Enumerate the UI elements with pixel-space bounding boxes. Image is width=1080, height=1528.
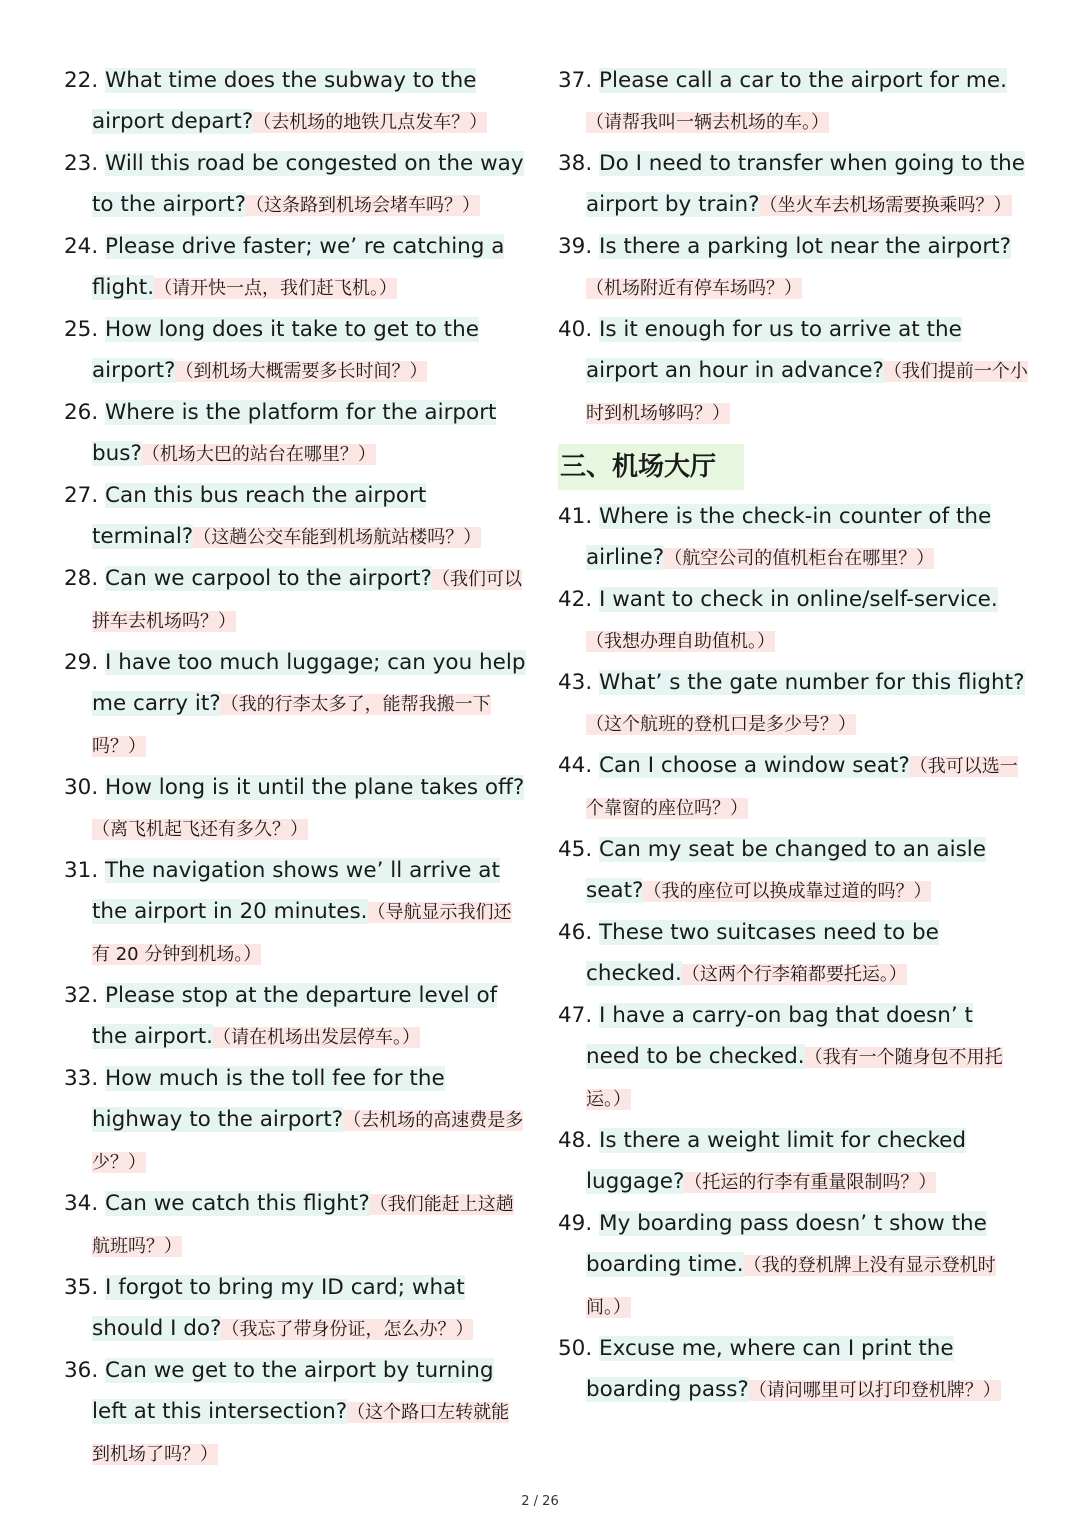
entry-number: 47. (558, 1003, 593, 1028)
phrase-entry (558, 496, 1028, 579)
section-heading: 三、机场大厅 (558, 444, 744, 490)
english-sentence: Can we catch this flight? (105, 1191, 370, 1216)
chinese-translation: （这两个行李箱都要托运。） (681, 964, 907, 985)
entry-number: 24. (64, 234, 99, 259)
entry-number: 50. (558, 1336, 593, 1361)
chinese-translation: （这个路口左转就能到机场了吗？） (92, 1402, 510, 1465)
entry-number: 49. (558, 1211, 593, 1236)
chinese-translation: （我想办理自助值机。） (586, 631, 775, 652)
entry-number: 30. (64, 775, 99, 800)
english-sentence: What’ s the gate number for this flight? (599, 670, 1025, 695)
chinese-translation: （这个航班的登机口是多少号？） (586, 714, 856, 735)
english-sentence: Where is the platform for the airport bus? (92, 400, 497, 466)
entry-number: 37. (558, 68, 593, 93)
chinese-translation: （我的座位可以换成靠过道的吗？） (643, 881, 932, 902)
phrase-entry (64, 226, 526, 309)
entry-number: 35. (64, 1275, 99, 1300)
phrase-entry (558, 745, 1028, 829)
entry-number: 32. (64, 983, 99, 1008)
entry-number: 44. (558, 753, 593, 778)
entry-number: 34. (64, 1191, 99, 1216)
entry-number: 39. (558, 234, 593, 259)
chinese-translation: （到机场大概需要多长时间？） (175, 361, 428, 382)
chinese-translation: （我忘了带身份证，怎么办？） (221, 1319, 474, 1340)
phrase-entry (558, 226, 1028, 309)
right-column-bottom (558, 496, 1028, 1411)
english-sentence: Can we carpool to the airport? (105, 566, 432, 591)
entry-number: 28. (64, 566, 99, 591)
phrase-entry (64, 850, 526, 975)
english-sentence: I want to check in online/self-service. (599, 587, 998, 612)
phrase-entry (558, 1203, 1028, 1328)
english-sentence: What time does the subway to the airport depart? (92, 68, 477, 134)
chinese-translation: （机场附近有停车场吗？） (586, 278, 802, 299)
phrase-entry (64, 1183, 526, 1267)
entry-number: 38. (558, 151, 593, 176)
entry-number: 41. (558, 504, 593, 529)
phrase-entry (64, 1058, 526, 1183)
english-sentence: The navigation shows we’ ll arrive at the airport in 20 minutes. (92, 858, 500, 924)
chinese-translation: （我们可以拼车去机场吗？） (92, 569, 522, 632)
entry-number: 25. (64, 317, 99, 342)
english-sentence: Can this bus reach the airport terminal? (92, 483, 427, 549)
entry-number: 36. (64, 1358, 99, 1383)
phrase-entry (558, 1328, 1028, 1411)
chinese-translation: （去机场的高速费是多少？） (92, 1110, 524, 1173)
english-sentence: Will this road be congested on the way to the airport? (92, 151, 524, 217)
chinese-translation: （机场大巴的站台在哪里？） (141, 444, 376, 465)
phrase-entry (64, 767, 526, 850)
chinese-translation: （我可以选一个靠窗的座位吗？） (586, 756, 1018, 819)
phrase-entry (558, 1120, 1028, 1203)
phrase-entry (558, 995, 1028, 1120)
right-column (558, 60, 1028, 1411)
chinese-translation: （离飞机起飞还有多久？） (92, 819, 308, 840)
english-sentence: I forgot to bring my ID card; what should I do? (92, 1275, 465, 1341)
chinese-translation: （去机场的地铁几点发车？） (253, 112, 488, 133)
entry-number: 33. (64, 1066, 99, 1091)
english-sentence: How long is it until the plane takes off? (105, 775, 525, 800)
chinese-translation: （托运的行李有重量限制吗？） (684, 1172, 937, 1193)
chinese-translation: （我的登机牌上没有显示登机时间。） (586, 1255, 996, 1318)
right-column-top (558, 60, 1028, 434)
english-sentence: Can my seat be changed to an aisle seat? (586, 837, 986, 903)
entry-number: 22. (64, 68, 99, 93)
entry-number: 29. (64, 650, 99, 675)
chinese-translation: （导航显示我们还有 20 分钟到机场。） (92, 902, 512, 965)
phrase-entry (558, 579, 1028, 662)
english-sentence: These two suitcases need to be checked. (586, 920, 939, 986)
entry-number: 27. (64, 483, 99, 508)
entry-number: 26. (64, 400, 99, 425)
entry-number: 45. (558, 837, 593, 862)
left-column (64, 60, 526, 1475)
phrase-entry (64, 392, 526, 475)
chinese-translation: （我们提前一个小时到机场够吗？） (586, 361, 1028, 424)
phrase-entry (558, 829, 1028, 912)
english-sentence: Do I need to transfer when going to the airport by train? (586, 151, 1025, 217)
entry-number: 40. (558, 317, 593, 342)
phrase-entry (64, 60, 526, 143)
english-sentence: Can I choose a window seat? (599, 753, 910, 778)
phrase-entry (558, 143, 1028, 226)
english-sentence: Please drive faster; we’ re catching a flight. (92, 234, 505, 300)
chinese-translation: （这趟公交车能到机场航站楼吗？） (193, 527, 482, 548)
english-sentence: Please stop at the departure level of the airport. (92, 983, 498, 1049)
phrase-entry (558, 662, 1028, 745)
chinese-translation: （请帮我叫一辆去机场的车。） (586, 112, 829, 133)
entry-number: 43. (558, 670, 593, 695)
entry-number: 46. (558, 920, 593, 945)
chinese-translation: （请在机场出发层停车。） (213, 1027, 421, 1048)
chinese-translation: （我的行李太多了，能帮我搬一下吗？） (92, 694, 491, 757)
phrase-entry (64, 1267, 526, 1350)
phrase-entry (64, 558, 526, 642)
english-sentence: I have too much luggage; can you help me carry it? (92, 650, 526, 716)
chinese-translation: （我有一个随身包不用托运。） (586, 1047, 1003, 1110)
english-sentence: My boarding pass doesn’ t show the boarding time. (586, 1211, 987, 1277)
english-sentence: Can we get to the airport by turning left at this intersection? (92, 1358, 494, 1424)
phrase-entry (64, 475, 526, 558)
english-sentence: Is there a weight limit for checked luggage? (586, 1128, 967, 1194)
page-number: 2 / 26 (521, 1494, 559, 1509)
phrase-entry (558, 912, 1028, 995)
english-sentence: Where is the check-in counter of the airline? (586, 504, 992, 570)
entry-number: 23. (64, 151, 99, 176)
english-sentence: How long does it take to get to the airport? (92, 317, 479, 383)
chinese-translation: （坐火车去机场需要换乘吗？） (759, 195, 1012, 216)
chinese-translation: （请问哪里可以打印登机牌？） (748, 1380, 1001, 1401)
phrase-entry (64, 1350, 526, 1475)
english-sentence: Is there a parking lot near the airport? (599, 234, 1012, 259)
entry-number: 31. (64, 858, 99, 883)
phrase-entry (558, 60, 1028, 143)
english-sentence: Is it enough for us to arrive at the airport an hour in advance? (586, 317, 962, 383)
phrase-entry (64, 143, 526, 226)
phrase-entry (64, 642, 526, 767)
phrase-entry (558, 309, 1028, 434)
english-sentence: I have a carry-on bag that doesn’ t need to be checked. (586, 1003, 973, 1069)
chinese-translation: （请开快一点，我们赶飞机。） (154, 278, 398, 299)
english-sentence: Please call a car to the airport for me. (599, 68, 1007, 93)
english-sentence: Excuse me, where can I print the boarding pass? (586, 1336, 954, 1402)
entry-number: 42. (558, 587, 593, 612)
phrase-entry (64, 975, 526, 1058)
entry-number: 48. (558, 1128, 593, 1153)
chinese-translation: （这条路到机场会堵车吗？） (246, 195, 481, 216)
chinese-translation: （我们能赶上这趟航班吗？） (92, 1194, 514, 1257)
chinese-translation: （航空公司的值机柜台在哪里？） (664, 548, 935, 569)
english-sentence: How much is the toll fee for the highway to the airport? (92, 1066, 445, 1132)
phrase-entry (64, 309, 526, 392)
